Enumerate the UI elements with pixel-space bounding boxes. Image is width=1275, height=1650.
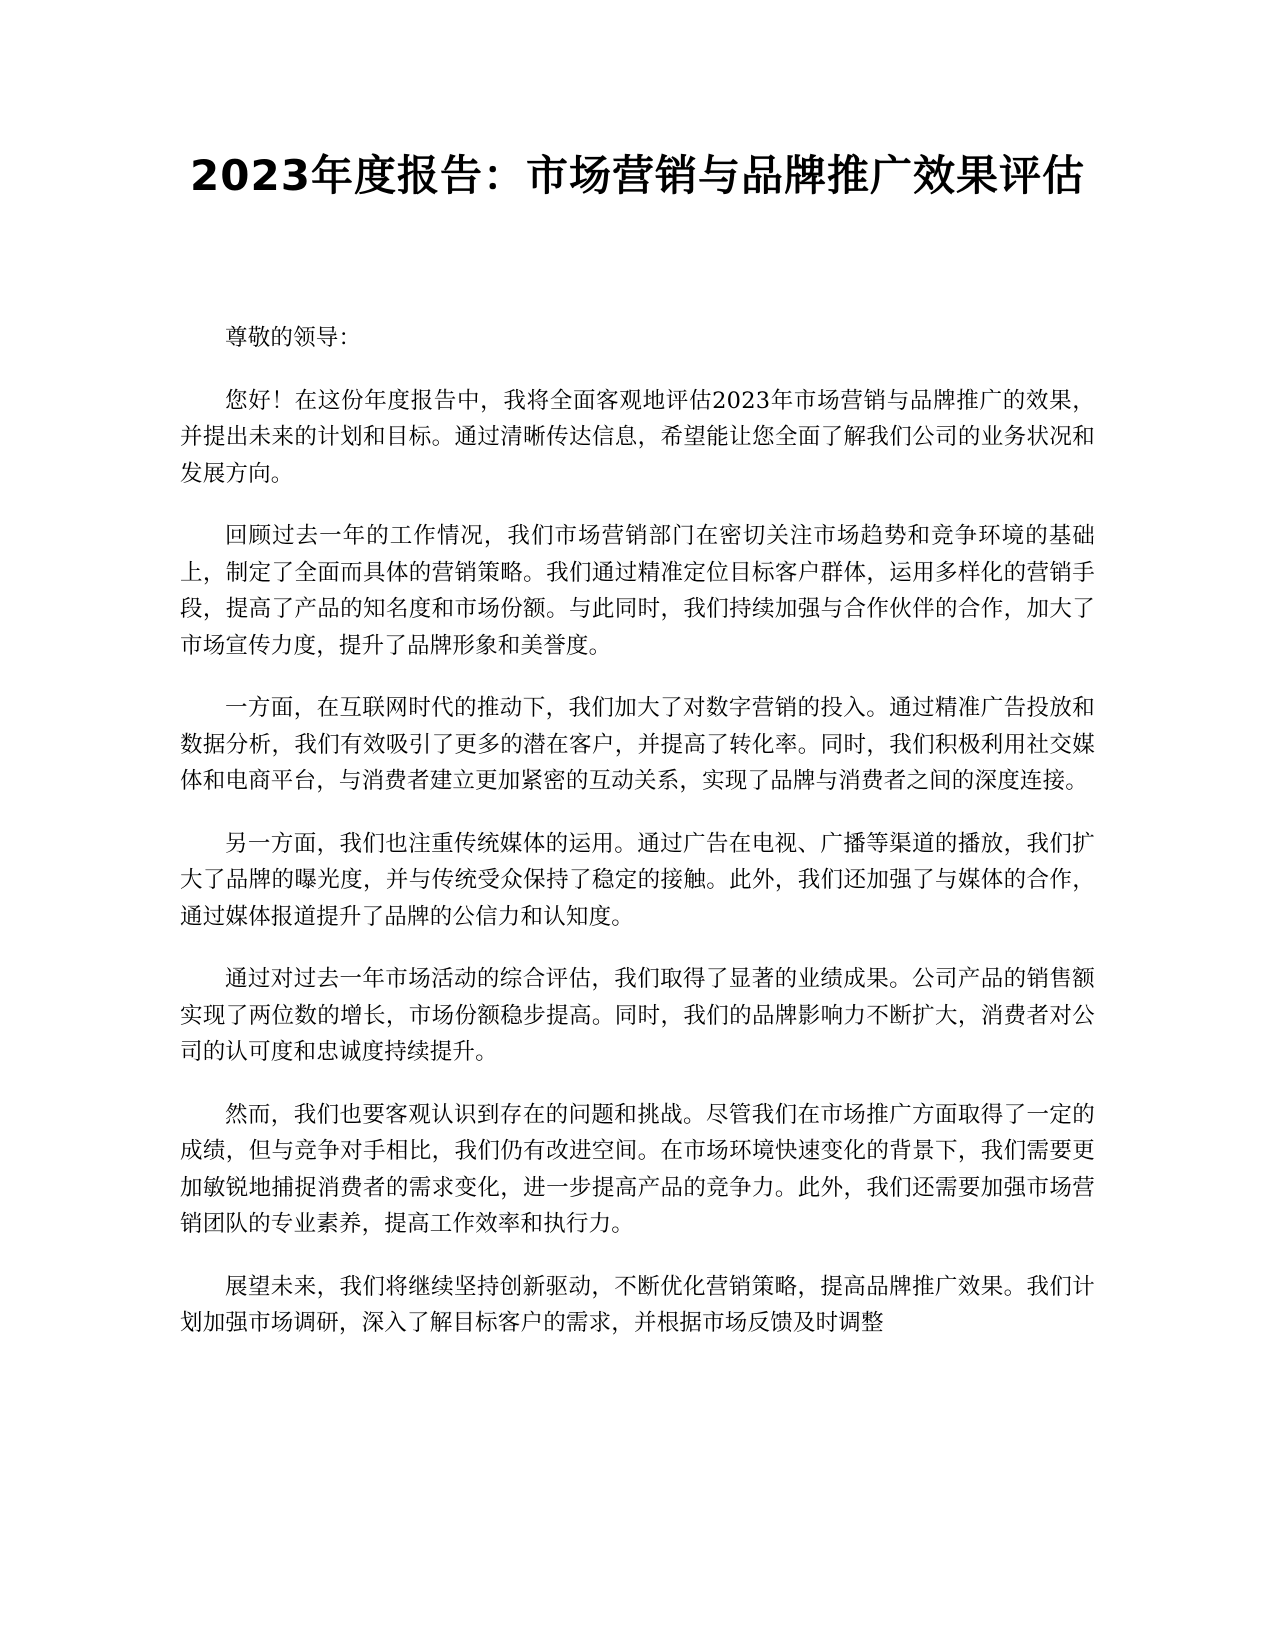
salutation-paragraph: 尊敬的领导：	[225, 325, 362, 351]
body-paragraph: 回顾过去一年的工作情况，我们市场营销部门在密切关注市场趋势和竞争环境的基础上，制定了全面而具体的营销策略。我们通过精准定位目标客户群体，运用多样化的营销手段，提高了产品的知名度和市场份额。与此同时，我们持续加强与合作伙伴的合作，加大了市场宣传力度，提升了品牌形象和美誉度。	[180, 523, 1095, 659]
document-title: 2023年度报告：市场营销与品牌推广效果评估	[190, 151, 1085, 200]
body-paragraph: 另一方面，我们也注重传统媒体的运用。通过广告在电视、广播等渠道的播放，我们扩大了品牌的曝光度，并与传统受众保持了稳定的接触。此外，我们还加强了与媒体的合作，通过媒体报道提升了品牌的公信力和认知度。	[180, 830, 1095, 930]
body-paragraph: 通过对过去一年市场活动的综合评估，我们取得了显著的业绩成果。公司产品的销售额实现了两位数的增长，市场份额稳步提高。同时，我们的品牌影响力不断扩大，消费者对公司的认可度和忠诚度持续提升。	[180, 966, 1095, 1065]
body-paragraph: 展望未来，我们将继续坚持创新驱动，不断优化营销策略，提高品牌推广效果。我们计划加强市场调研，深入了解目标客户的需求，并根据市场反馈及时调整	[180, 1273, 1095, 1336]
body-paragraph: 一方面，在互联网时代的推动下，我们加大了对数字营销的投入。通过精准广告投放和数据分析，我们有效吸引了更多的潜在客户，并提高了转化率。同时，我们积极利用社交媒体和电商平台，与消费者建立更加紧密的互动关系，实现了品牌与消费者之间的深度连接。	[180, 695, 1095, 794]
body-paragraph: 您好！在这份年度报告中，我将全面客观地评估2023年市场营销与品牌推广的效果，并提出未来的计划和目标。通过清晰传达信息，希望能让您全面了解我们公司的业务状况和发展方向。	[180, 387, 1095, 487]
document-body	[180, 320, 1095, 1368]
body-paragraph: 然而，我们也要客观认识到存在的问题和挑战。尽管我们在市场推广方面取得了一定的成绩，但与竞争对手相比，我们仍有改进空间。在市场环境快速变化的背景下，我们需要更加敏锐地捕捉消费者的需求变化，进一步提高产品的竞争力。此外，我们还需要加强市场营销团队的专业素养，提高工作效率和执行力。	[180, 1101, 1095, 1237]
